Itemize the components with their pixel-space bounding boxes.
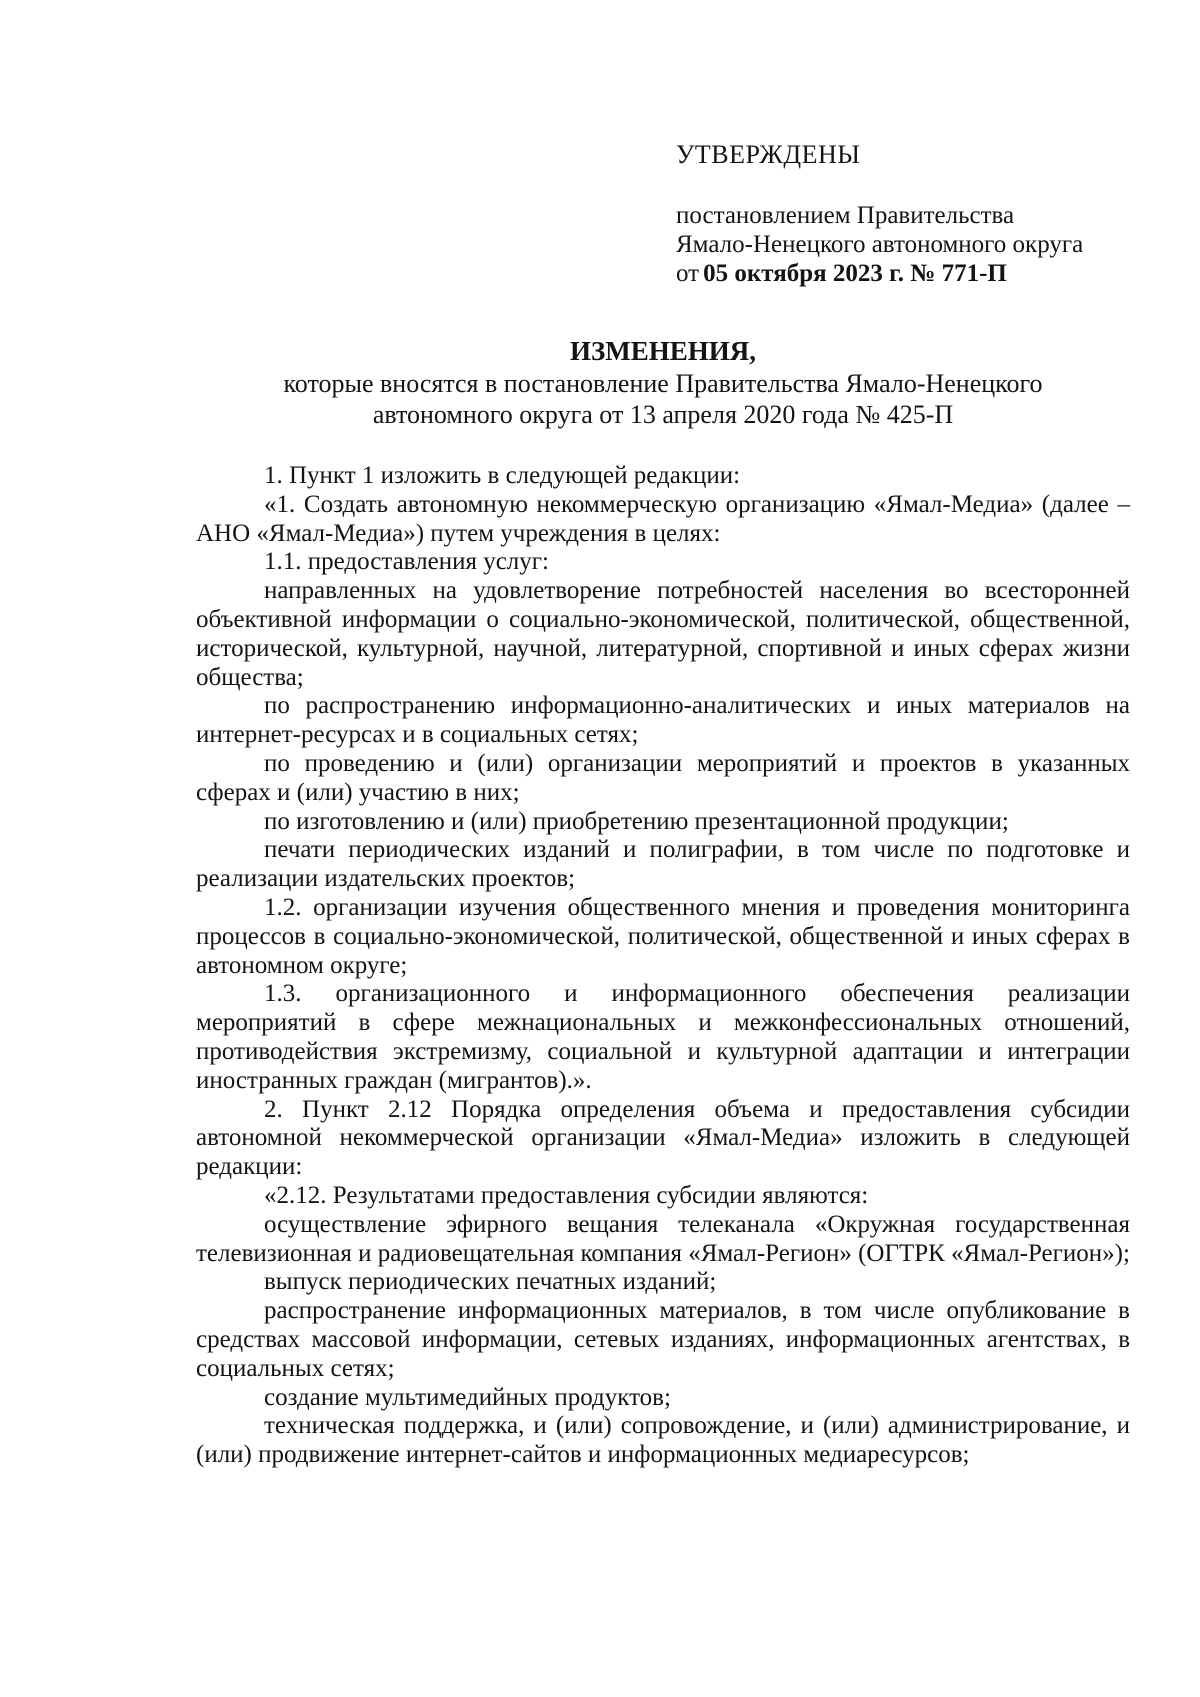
paragraph: печати периодических изданий и полиграфии, в том числе по подготовке и реализации издательских проектов;: [196, 836, 1130, 893]
document-heading: [196, 336, 1130, 430]
paragraph: «1. Создать автономную некоммерческую организацию «Ямал-Медиа» (далее – АНО «Ямал-Медиа») путем учреждения в целях:: [196, 490, 1130, 547]
approval-line-1: постановлением Правительства: [676, 202, 1015, 229]
paragraph: 1.1. предоставления услуг:: [264, 548, 549, 576]
approval-date-prefix: от: [676, 260, 700, 287]
paragraph: осуществление эфирного вещания телеканала «Окружная государственная телевизионная и радиовещательная компания «Ямал-Регион» (ОГТРК «Ямал-Регион»);: [196, 1210, 1130, 1267]
paragraph: направленных на удовлетворение потребностей населения во всесторонней объективной информации о социально-экономической, политической, общественной, исторической, культурной, научной, литературной, спортивной и иных сферах жизни общества;: [196, 577, 1130, 691]
paragraph: по проведению и (или) организации мероприятий и проектов в указанных сферах и (или) участию в них;: [196, 749, 1130, 806]
paragraph: по изготовлению и (или) приобретению презентационной продукции;: [264, 807, 1009, 835]
paragraph: «2.12. Результатами предоставления субсидии являются:: [264, 1181, 869, 1209]
document-subtitle-line-2: автономного округа от 13 апреля 2020 года № 425-П: [372, 400, 954, 429]
approval-stamp: УТВЕРЖДЕНЫ: [676, 140, 861, 169]
paragraph: распространение информационных материалов, в том числе опубликование в средствах массовой информации, сетевых изданиях, информационных агентствах, в социальных сетях;: [196, 1297, 1130, 1382]
approval-line-2: Ямало-Ненецкого автономного округа: [676, 231, 1084, 258]
document-title: ИЗМЕНЕНИЯ,: [569, 336, 756, 366]
paragraph: создание мультимедийных продуктов;: [264, 1383, 671, 1411]
approval-date-value: 05 октября 2023 г. № 771-П: [703, 260, 1007, 287]
paragraph: по распространению информационно-аналитических и иных материалов на интернет-ресурсах и в социальных сетях;: [196, 692, 1130, 749]
paragraph: выпуск периодических печатных изданий;: [264, 1268, 717, 1296]
paragraph: 1. Пункт 1 изложить в следующей редакции:: [264, 462, 741, 489]
paragraph: 1.2. организации изучения общественного мнения и проведения мониторинга процессов в социально-экономической, политической, общественной и иных сферах в автономном округе;: [196, 893, 1130, 979]
paragraph: 1.3. организационного и информационного обеспечения реализации мероприятий в сфере межнациональных и межконфессиональных отношений, противодействия экстремизму, социальной и культурной адаптации и интеграции иностранных граждан (мигрантов).».: [196, 980, 1130, 1094]
document-body: [196, 462, 1130, 1470]
paragraph: 2. Пункт 2.12 Порядка определения объема и предоставления субсидии автономной некоммерческой организации «Ямал-Медиа» изложить в следующей редакции:: [196, 1095, 1130, 1181]
paragraph: техническая поддержка, и (или) сопровождение, и (или) администрирование, и (или) продвижение интернет-сайтов и информационных медиаресурсов;: [196, 1412, 1130, 1469]
approval-date-line: [676, 259, 1136, 288]
document-subtitle-line-1: которые вносятся в постановление Правительства Ямало-Ненецкого: [283, 369, 1043, 398]
approval-block: [676, 140, 1136, 288]
